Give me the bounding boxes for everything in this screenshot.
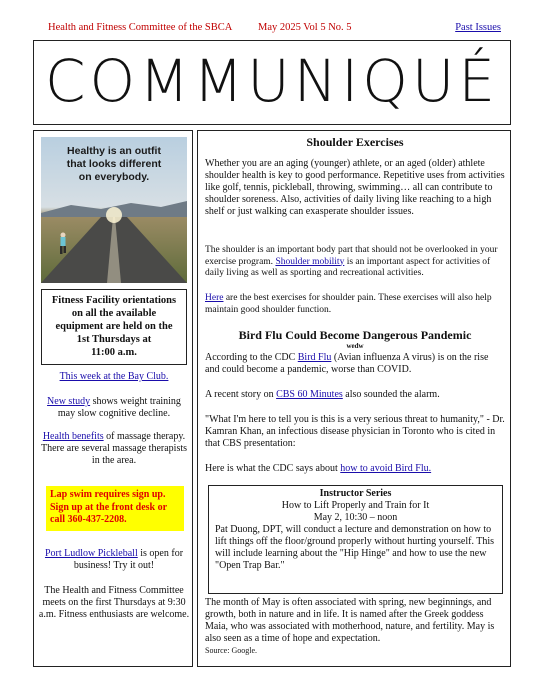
health-benefits-link[interactable]: Health benefits [42, 431, 104, 442]
new-study-link[interactable]: New study [47, 396, 91, 407]
committee-note: The Health and Fitness Committee meets on the first Thursdays at 9:30 a.m. Fitness enthusiasts are welcome. [38, 585, 190, 620]
health-benefits-note: Health benefits of massage therapy. There are several massage therapists in the area. [40, 431, 188, 466]
masthead [33, 40, 511, 125]
new-study-note: New study shows weight training may slow cognitive decline. [47, 396, 181, 419]
shoulder-title: Shoulder Exercises [306, 135, 404, 149]
bird-flu-link[interactable]: Bird Flu [297, 352, 332, 363]
birdflu-p4: Here is what the CDC says about how to avoid Bird Flu. [205, 463, 432, 474]
photo-quote: Healthy is an outfit that looks different on everybody. [66, 145, 162, 183]
here-link[interactable]: Here [205, 293, 224, 303]
issue-info: May 2025 Vol 5 No. 5 [258, 22, 352, 33]
left-column [33, 130, 193, 667]
instructor-body: Pat Duong, DPT, will conduct a lecture and demonstration on how to lift things off the floor/ground properly without hurting yourself. This will include learning about the "Hip Hinge" and how to use the new "Open Trap Bar." [215, 524, 495, 571]
may-paragraph: The month of May is often associated with spring, new beginnings, and growth, both in nature and in life. It is named after the Greek goddess Maia, who was associated with motherhood, nature, and fertility. May is also seen as a time of hope and expectation. Source: Google. [205, 597, 505, 657]
shoulder-p3: Here are the best exercises for shoulder pain. These exercises will also help maintain good shoulder function. [205, 293, 492, 315]
instructor-subtitle: How to Lift Properly and Train for It [281, 500, 430, 511]
birdflu-title: Bird Flu Could Become Dangerous Pandemic [238, 328, 472, 342]
pickleball-note: Port Ludlow Pickleball is open for business! Try it out! [44, 548, 184, 571]
instructor-series-box [208, 485, 503, 594]
cbs-60-minutes-link[interactable]: CBS 60 Minutes [276, 389, 343, 400]
shoulder-p1: Whether you are an aging (younger) athlete, or an aged (older) athlete shoulder health is key to good performance. Repetitive uses from activities like golf, tennis, pickleball, throwing, swimming… all can contribute to shoulder soreness. Also, activities of daily living like reaching to a high shelf or just walking can exasperate shoulder issues. [205, 158, 505, 217]
orientation-box: Fitness Facility orientations on all the available equipment are held on the 1st Thursdays at 11:00 a.m. [41, 289, 187, 365]
masthead-title: COMMUNIQUÉ [45, 47, 499, 115]
shoulder-p2: The shoulder is an important body part that should not be overlooked in your exercise program. Shoulder mobility is an important aspect for activities of daily living as well as sporting and recreational activities. [205, 245, 498, 278]
shoulder-mobility-link[interactable]: Shoulder mobility [275, 256, 345, 267]
lap-swim-notice: Lap swim requires sign up. Sign up at the front desk or call 360-437-2208. [46, 486, 184, 531]
birdflu-p1: According to the CDC Bird Flu (Avian influenza A virus) is on the rise and could become a pandemic, worse than COVID. [205, 352, 489, 375]
source-note: Source: Google. [205, 646, 257, 655]
header-line [40, 22, 505, 36]
birdflu-p2: A recent story on CBS 60 Minutes also sounded the alarm. [205, 389, 440, 400]
right-column [197, 130, 511, 667]
birdflu-quote: "What I'm here to tell you is this is a very serious threat to humanity," - Dr. Kamran Khan, an infectious disease physician in Toronto who is cited in that CBS presentation: [205, 414, 505, 449]
avoid-bird-flu-link[interactable]: how to avoid Bird Flu. [340, 463, 432, 474]
instructor-title: Instructor Series [319, 488, 392, 499]
bay-club-link[interactable]: This week at the Bay Club. [59, 371, 169, 382]
pickleball-link[interactable]: Port Ludlow Pickleball [44, 548, 138, 559]
runner-photo [41, 137, 187, 283]
birdflu-subtitle: wedw [346, 342, 364, 350]
bay-club-note [38, 371, 190, 383]
org-name: Health and Fitness Committee of the SBCA [48, 22, 233, 33]
past-issues-link[interactable]: Past Issues [455, 22, 501, 33]
instructor-date: May 2, 10:30 – noon [313, 512, 398, 523]
